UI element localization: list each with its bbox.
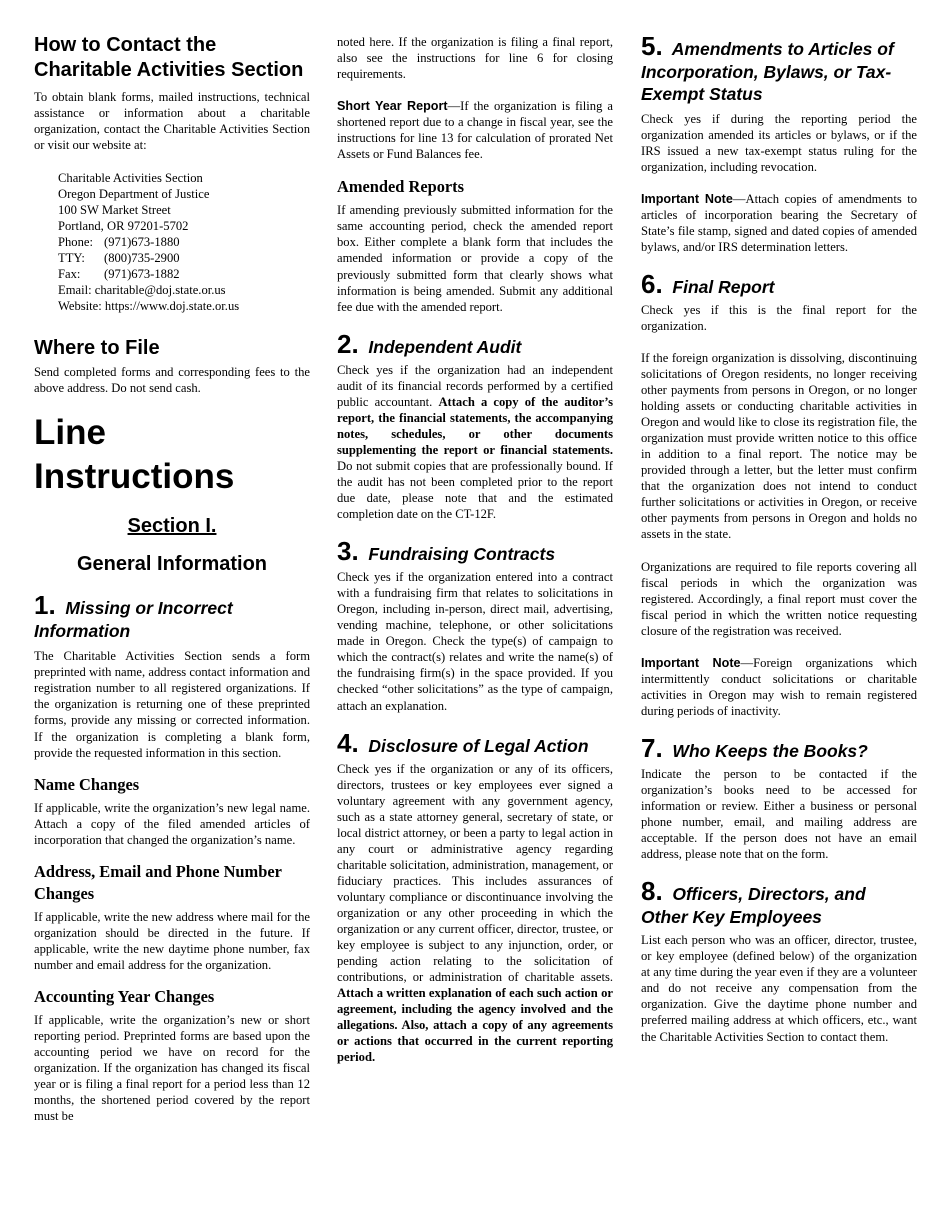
- item6-note-text: —Foreign organizations which intermittently conduct solicitations or charitable activities in Oregon may wish to remain registered during periods of inactivity.: [641, 655, 917, 718]
- contact-intro: To obtain blank forms, mailed instructions, technical assistance or information about a charitable organization, contact the Charitable Activities Section or visit our website at:: [34, 90, 310, 153]
- phone-label: Phone:: [58, 235, 93, 250]
- item2-heading: [337, 328, 613, 359]
- fax-label: Fax:: [58, 267, 81, 282]
- short-year-label: Short Year Report: [337, 99, 448, 114]
- tty-line: [58, 250, 310, 266]
- item5-note-text: —Attach copies of amendments to articles of incorporation bearing the Secretary of State’s file stamp, signed and dated copies of amended bylaws, and/or IRS determination letters.: [641, 191, 917, 254]
- email-link[interactable]: charitable@doj.state.or.us: [94, 283, 226, 298]
- amended-heading: Amended Reports: [337, 177, 465, 197]
- fax-value: (971)673-1882: [104, 267, 180, 282]
- fax-line: [58, 266, 310, 282]
- tty-label: TTY:: [58, 251, 85, 266]
- amended-text: If amending previously submitted information for the same accounting period, check the amended report box. Either complete a blank form that includes the amended information or provide a copy of the previously submitted form that clearly shows what information is being amended. Submit any additional fee due with the amended report.: [337, 203, 613, 314]
- where-heading: Where to File: [34, 337, 160, 360]
- item5-text: Check yes if during the reporting period the organization amended its articles or bylaws, or if the IRS issued a new tax-exempt status ruling for the organization, including revocation.: [641, 111, 917, 174]
- address-line: Charitable Activities Section: [58, 171, 203, 186]
- item4-text: [337, 761, 613, 1066]
- item4-heading: [337, 727, 613, 758]
- section-title: Section I.: [127, 515, 217, 538]
- item3-title: Fundraising Contracts: [368, 544, 556, 565]
- item3-number: 3.: [337, 536, 359, 567]
- column-right: [641, 0, 917, 1045]
- email-label: Email:: [58, 283, 92, 298]
- address-line: 100 SW Market Street: [58, 203, 171, 218]
- phone-line: [58, 234, 310, 250]
- item6-text-1: Check yes if this is the final report for the organization.: [641, 302, 917, 333]
- item6-heading: [641, 268, 917, 299]
- section-subtitle: General Information: [76, 553, 268, 576]
- item1-text: The Charitable Activities Section sends a form preprinted with name, address contact information and registration number to all registered organizations. If the organization is returning one of these preprinted forms, provide any missing or corrected information. If the organization is completing a blank form, provide the requested information in this section.: [34, 649, 310, 760]
- item7-title: Who Keeps the Books?: [672, 740, 868, 761]
- website-line: [58, 298, 310, 314]
- item4-text-bold: Attach a written explanation of each such action or agreement, including the agency involved and the allegations. Also, attach a copy of any agreements or actions that occurred in the current reporting period.: [337, 986, 613, 1065]
- accounting-text: If applicable, write the organization’s new or short reporting period. Preprinted forms are based upon the accounting period we have on record for the organization. If the organization has changed its fiscal year or is filing a final report for a period less than 12 months, the shortened period covered by the report must be: [34, 1012, 310, 1124]
- short-year-paragraph: [337, 98, 613, 162]
- item2-text-bold: Attach a copy of the auditor’s report, the financial statements, the accompanying notes, schedules, or other documents supplementing the report or financial statements.: [337, 394, 614, 457]
- email-line: [58, 282, 310, 298]
- accounting-text-continued: noted here. If the organization is filing a final report, also see the instructions for line 6 for closing requirements.: [337, 35, 613, 82]
- item4-text-a: Check yes if the organization or any of its officers, directors, trustees or key employees ever signed a voluntary agreement with any government agency, such as a state attorney general, secretary of state, or local district attorney, or been a party to legal action in any court or administrative agency regarding charitable solicitation, administration, management, or fiduciary practices. This includes assurances of voluntary compliance or discontinuance involving the organization or any other proceeding in which the organization or any current officer, director, trustee, or key employee is subject to any injunction, order, or pending action relating to the solicitation of contributions, or administration of charitable assets.: [337, 761, 613, 985]
- item1-number: 1.: [34, 590, 56, 621]
- item5-title: Amendments to Articles of Incorporation, Bylaws, or Tax-Exempt Status: [641, 39, 894, 104]
- address-block: [58, 170, 310, 314]
- item5-note: [641, 191, 917, 255]
- item2-text: [337, 362, 613, 522]
- phone-value: (971)673-1880: [104, 235, 180, 250]
- item8-title: Officers, Directors, and Other Key Employees: [641, 884, 866, 928]
- item3-text: Check yes if the organization entered into a contract with a fundraising firm that relates to solicitations in Oregon, including in-person, direct mail, advertising, vending machine, telephone, or other solicitations made in Oregon. Check the type(s) of campaign to which the contract(s) relates and write the name(s) of the fundraising firm(s) in the space provided. If you checked “other solicitations” as the type of campaign, attach an explanation.: [337, 570, 613, 713]
- column-middle: [337, 0, 613, 1065]
- item1-heading: [34, 590, 310, 643]
- website-label: Website:: [58, 299, 102, 314]
- important-note-label: Important Note: [641, 655, 741, 670]
- address-changes-text: If applicable, write the new address where mail for the organization should be directed in the future. If applicable, write the new daytime phone number, fax number and email address for the organization.: [34, 909, 310, 972]
- address-line: Portland, OR 97201-5702: [58, 219, 189, 234]
- item8-text: List each person who was an officer, director, trustee, or key employee (defined below) of the organization at any time during the year even if they are a volunteer and do not receive any compensation from the organization. Give the daytime phone number and preferred mailing address at which officers, etc., want the Charitable Activities Section to contact them.: [641, 933, 917, 1044]
- website-link[interactable]: https://www.doj.state.or.us: [104, 299, 240, 314]
- item7-text: Indicate the person to be contacted if the organization’s books need to be accessed for information or review. Either a business or personal phone number, email, and mailing address are acceptable. If the person does not have an email address, please note that on the form.: [641, 766, 917, 862]
- item2-text-a: Check yes if the organization had an independent audit of its financial records performed by a certified public accountant.: [337, 362, 613, 409]
- name-changes-heading: Name Changes: [34, 774, 140, 794]
- item2-number: 2.: [337, 328, 359, 359]
- where-text: Send completed forms and corresponding fees to the above address. Do not send cash.: [34, 365, 310, 396]
- column-left: [34, 0, 310, 1124]
- item8-number: 8.: [641, 876, 663, 907]
- address-line: Oregon Department of Justice: [58, 187, 210, 202]
- item6-number: 6.: [641, 268, 663, 299]
- item6-title: Final Report: [672, 276, 775, 297]
- contact-heading: How to Contact the Charitable Activities Section: [34, 34, 304, 81]
- item7-number: 7.: [641, 732, 663, 763]
- item4-number: 4.: [337, 727, 359, 758]
- item3-heading: [337, 536, 613, 567]
- item7-heading: [641, 732, 917, 763]
- accounting-heading: Accounting Year Changes: [34, 986, 215, 1006]
- item1-title: Missing or Incorrect Information: [34, 598, 233, 642]
- item6-text-2: If the foreign organization is dissolving, discontinuing solicitations of Oregon residents, no longer receiving other payments from persons in Oregon, or no longer holding assets or conducting charitable activities in Oregon and would like to close its registration file, the organization must provide written notice to this office in addition to a final report. The notice may be provided through a letter, but the letter must confirm that the organization does not intend to conduct further solicitations or activities in Oregon, or receive other payments from persons in Oregon and holds no assets in the state.: [641, 350, 917, 542]
- item4-title: Disclosure of Legal Action: [368, 735, 589, 756]
- item8-heading: [641, 876, 917, 929]
- tty-value: (800)735-2900: [104, 251, 180, 266]
- important-note-label: Important Note: [641, 191, 733, 206]
- item6-text-3: Organizations are required to file reports covering all fiscal periods in which the organization was registered. Accordingly, a final report must cover the fiscal period in which the written notice requesting closure of the registration was received.: [641, 559, 917, 638]
- item6-note: [641, 655, 917, 719]
- address-changes-heading: Address, Email and Phone Number Changes: [34, 861, 282, 903]
- item5-heading: [641, 31, 917, 106]
- item2-title: Independent Audit: [368, 336, 522, 357]
- line-instructions-title: Line Instructions: [34, 413, 235, 497]
- name-changes-text: If applicable, write the organization’s new legal name. Attach a copy of the filed amended articles of incorporation that changed the organization’s name.: [34, 800, 310, 847]
- item2-text-b: Do not submit copies that are professionally bound. If the audit has not been completed prior to the report due date, please note that and the estimated completion date on the CT-12F.: [337, 458, 613, 522]
- item5-number: 5.: [641, 31, 663, 61]
- short-year-text: —If the organization is filing a shortened report due to a change in fiscal year, see the instructions for line 13 for calculation of prorated Net Assets or Fund Balances fee.: [337, 99, 613, 162]
